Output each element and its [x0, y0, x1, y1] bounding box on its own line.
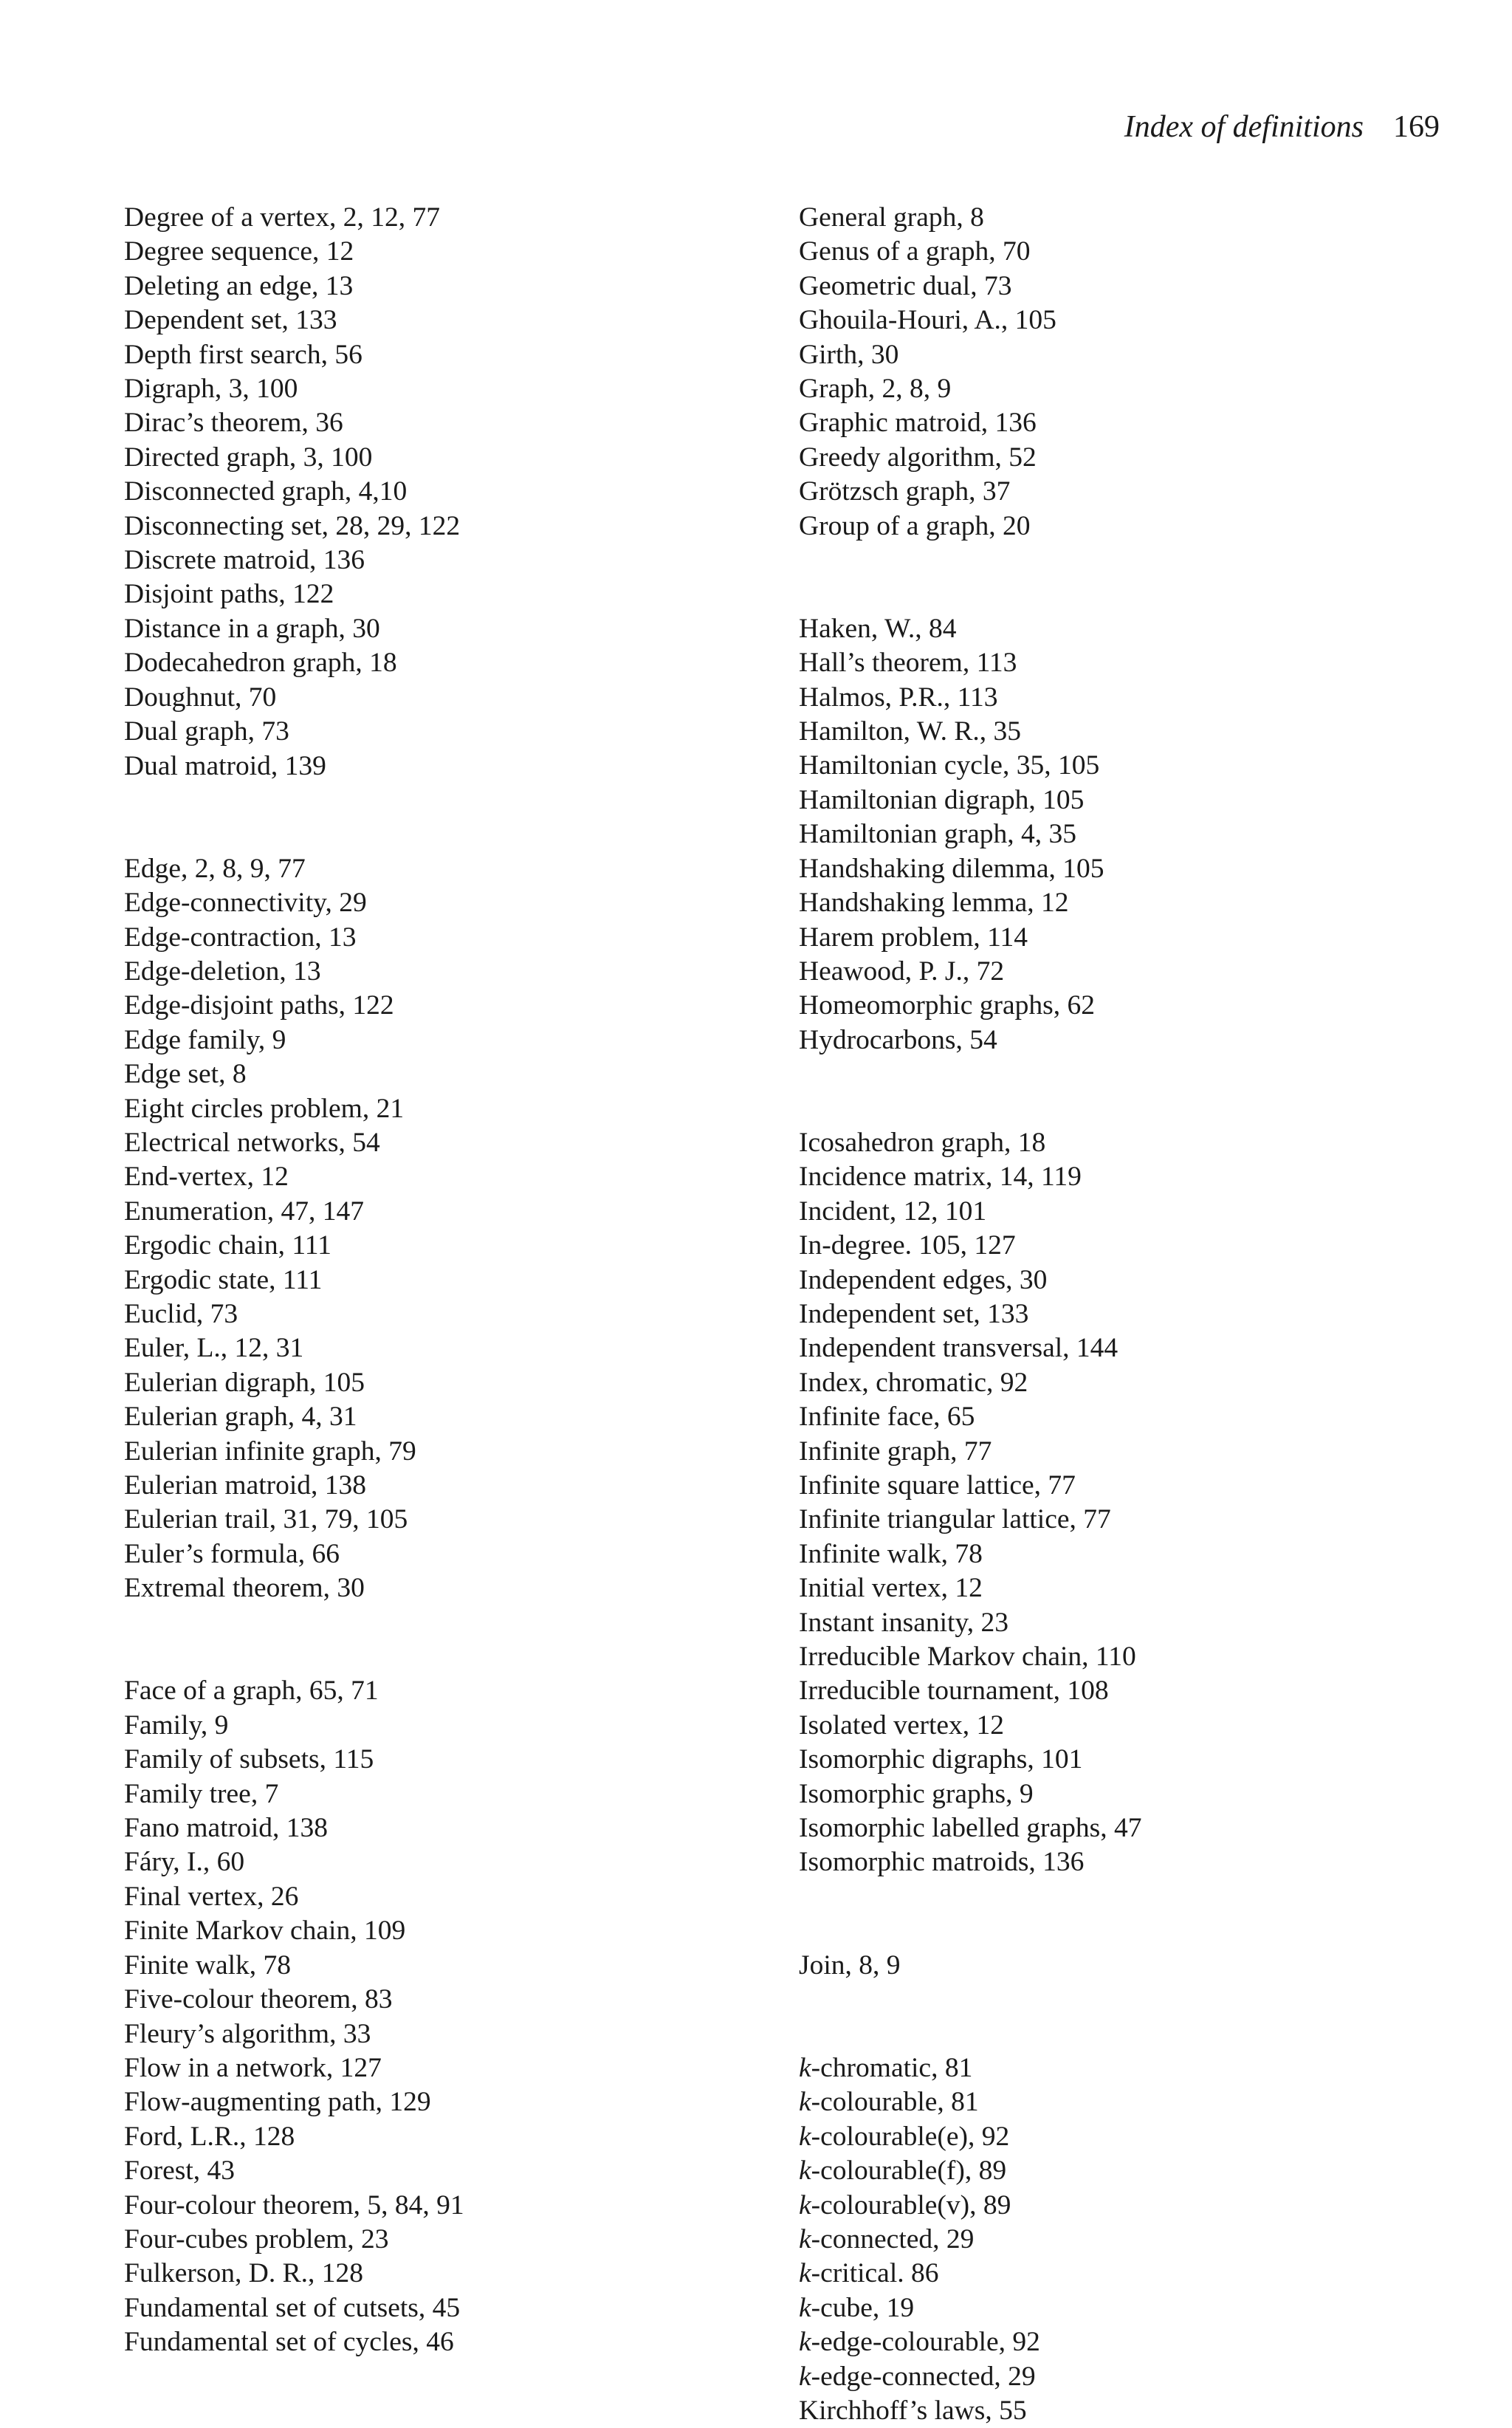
index-entry: Instant insanity, 23 [799, 1607, 1008, 1638]
entry-text: -chromatic, 81 [811, 2052, 973, 2083]
index-entry: Finite Markov chain, 109 [124, 1916, 406, 1947]
index-entry: End-vertex, 12 [124, 1162, 289, 1193]
index-entry: Electrical networks, 54 [124, 1127, 380, 1158]
index-entry: Fulkerson, D. R., 128 [124, 2258, 363, 2289]
running-header [1124, 109, 1440, 145]
index-entry: Fano matroid, 138 [124, 1813, 329, 1844]
italic-k: k [799, 2223, 811, 2254]
group-spacer [799, 543, 1434, 612]
entry-text: -colourable(f), 89 [811, 2156, 1007, 2187]
italic-k: k [799, 2052, 811, 2083]
index-entry: Disconnected graph, 4,10 [124, 476, 408, 507]
index-entry [799, 2189, 1434, 2223]
index-entry: Hamilton, W. R., 35 [799, 716, 1022, 747]
index-entry: Icosahedron graph, 18 [799, 1127, 1046, 1158]
index-entry: Eulerian digraph, 105 [124, 1367, 365, 1398]
index-entry: Finite walk, 78 [124, 1949, 292, 1981]
entry-text: Kirchhoff’s laws, 55 [799, 2395, 1027, 2426]
index-entry: Eulerian graph, 4, 31 [124, 1402, 357, 1433]
index-entry: Face of a graph, 65, 71 [124, 1676, 379, 1707]
group-spacer [124, 783, 759, 852]
index-entry: Edge, 2, 8, 9, 77 [124, 853, 306, 884]
index-entry: Halmos, P.R., 113 [799, 682, 998, 713]
index-entry: Isomorphic labelled graphs, 47 [799, 1813, 1142, 1844]
index-entry: Isomorphic matroids, 136 [799, 1847, 1085, 1878]
index-entry: Flow-augmenting path, 129 [124, 2087, 431, 2118]
index-entry: Join, 8, 9 [799, 1949, 901, 1981]
index-entry: Haken, W., 84 [799, 613, 957, 644]
index-entry: Four-cubes problem, 23 [124, 2223, 389, 2254]
entry-text: -colourable, 81 [811, 2087, 979, 2118]
index-entry: In-degree. 105, 127 [799, 1230, 1016, 1261]
index-entry: Irreducible Markov chain, 110 [799, 1642, 1136, 1673]
index-entry: Edge-connectivity, 29 [124, 888, 367, 919]
index-entry [799, 2360, 1434, 2394]
index-entry: Family, 9 [124, 1709, 229, 1741]
index-entry: Discrete matroid, 136 [124, 545, 365, 576]
index-entry: Dodecahedron graph, 18 [124, 648, 397, 679]
index-entry: Dual graph, 73 [124, 716, 289, 747]
index-entry: Geometric dual, 73 [799, 270, 1012, 301]
index-entry: Heawood, P. J., 72 [799, 956, 1005, 987]
italic-k: k [799, 2361, 811, 2392]
index-entry: Grötzsch graph, 37 [799, 476, 1011, 507]
index-entry: Edge-disjoint paths, 122 [124, 990, 394, 1021]
index-group-d [124, 201, 759, 783]
entry-text: -connected, 29 [811, 2223, 975, 2254]
index-group-h [799, 612, 1434, 1057]
index-entry: Five-colour theorem, 83 [124, 1984, 393, 2015]
index-entry: Homeomorphic graphs, 62 [799, 990, 1095, 1021]
index-column-left [124, 201, 759, 2360]
index-entry: Hydrocarbons, 54 [799, 1024, 997, 1055]
index-entry: Ghouila-Houri, A., 105 [799, 305, 1056, 336]
index-entry: Infinite square lattice, 77 [799, 1470, 1076, 1501]
index-entry [799, 2051, 1434, 2085]
index-entry: Dirac’s theorem, 36 [124, 408, 343, 439]
group-spacer [799, 1983, 1434, 2051]
index-entry: Infinite walk, 78 [799, 1538, 983, 1569]
index-entry: Independent set, 133 [799, 1298, 1029, 1329]
index-entry [799, 2291, 1434, 2325]
index-entry: Edge-deletion, 13 [124, 956, 321, 987]
entry-text: -cube, 19 [811, 2292, 915, 2323]
index-entry: Degree of a vertex, 2, 12, 77 [124, 202, 440, 233]
index-entry [799, 2223, 1434, 2257]
index-entry: Disconnecting set, 28, 29, 122 [124, 510, 461, 541]
group-spacer [799, 1880, 1434, 1949]
index-entry: Deleting an edge, 13 [124, 270, 354, 301]
index-entry: Enumeration, 47, 147 [124, 1196, 364, 1227]
entry-text: -edge-colourable, 92 [811, 2327, 1040, 2358]
index-entry: Euler, L., 12, 31 [124, 1333, 304, 1364]
index-entry: Fleury’s algorithm, 33 [124, 2018, 371, 2049]
index-entry: Final vertex, 26 [124, 1881, 299, 1912]
index-entry: Flow in a network, 127 [124, 2052, 382, 2083]
index-entry: Digraph, 3, 100 [124, 374, 298, 405]
index-entry: Infinite triangular lattice, 77 [799, 1504, 1111, 1535]
page-number: 169 [1393, 110, 1440, 144]
index-entry: Dual matroid, 139 [124, 750, 326, 781]
index-entry [799, 2154, 1434, 2188]
index-group-g [799, 201, 1434, 543]
index-entry: Euler’s formula, 66 [124, 1538, 340, 1569]
index-entry: Infinite graph, 77 [799, 1436, 992, 1467]
index-entry: Degree sequence, 12 [124, 236, 354, 267]
index-group-j [799, 1949, 1434, 1983]
index-entry: Incident, 12, 101 [799, 1196, 987, 1227]
index-entry: Genus of a graph, 70 [799, 236, 1031, 267]
index-entry [799, 2257, 1434, 2291]
index-entry: Graphic matroid, 136 [799, 408, 1037, 439]
italic-k: k [799, 2121, 811, 2152]
index-entry [799, 2394, 1434, 2428]
index-entry: Ergodic state, 111 [124, 1264, 323, 1295]
index-entry: Fundamental set of cutsets, 45 [124, 2292, 461, 2323]
index-entry: Depth first search, 56 [124, 339, 362, 370]
index-entry: Eulerian matroid, 138 [124, 1470, 367, 1501]
index-entry [799, 2085, 1434, 2119]
entry-text: -edge-connected, 29 [811, 2361, 1036, 2392]
index-entry: Ford, L.R., 128 [124, 2121, 295, 2152]
index-entry: Irreducible tournament, 108 [799, 1676, 1109, 1707]
index-entry: Edge family, 9 [124, 1024, 286, 1055]
index-entry: Harem problem, 114 [799, 922, 1028, 953]
italic-k: k [799, 2327, 811, 2358]
index-entry: Girth, 30 [799, 339, 899, 370]
index-entry: Incidence matrix, 14, 119 [799, 1162, 1082, 1193]
index-entry: Fáry, I., 60 [124, 1847, 245, 1878]
index-entry: Independent transversal, 144 [799, 1333, 1118, 1364]
entry-text: -colourable(v), 89 [811, 2189, 1011, 2220]
index-column-right [799, 201, 1434, 2428]
entry-text: -colourable(e), 92 [811, 2121, 1010, 2152]
index-entry: Edge-contraction, 13 [124, 922, 357, 953]
group-spacer [124, 1606, 759, 1675]
index-entry: Disjoint paths, 122 [124, 579, 334, 610]
index-entry: Extremal theorem, 30 [124, 1573, 365, 1604]
index-entry: Directed graph, 3, 100 [124, 442, 373, 473]
index-entry: Hamiltonian digraph, 105 [799, 784, 1085, 815]
index-group-f [124, 1674, 759, 2359]
index-entry: Fundamental set of cycles, 46 [124, 2327, 454, 2358]
index-entry: Greedy algorithm, 52 [799, 442, 1037, 473]
index-entry [799, 2120, 1434, 2154]
index-entry: Edge set, 8 [124, 1059, 247, 1090]
index-entry: Eulerian trail, 31, 79, 105 [124, 1504, 408, 1535]
italic-k: k [799, 2189, 811, 2220]
index-entry: Forest, 43 [124, 2156, 235, 2187]
index-group-k [799, 2051, 1434, 2428]
italic-k: k [799, 2156, 811, 2187]
index-entry: Isomorphic digraphs, 101 [799, 1744, 1083, 1775]
italic-k: k [799, 2292, 811, 2323]
index-entry: Family of subsets, 115 [124, 1744, 374, 1775]
index-entry: Handshaking lemma, 12 [799, 888, 1069, 919]
index-entry: Doughnut, 70 [124, 682, 277, 713]
index-entry: Family tree, 7 [124, 1778, 279, 1809]
index-entry: Handshaking dilemma, 105 [799, 853, 1104, 884]
italic-k: k [799, 2087, 811, 2118]
index-entry: Ergodic chain, 111 [124, 1230, 331, 1261]
index-entry: Dependent set, 133 [124, 305, 337, 336]
index-entry: Isolated vertex, 12 [799, 1709, 1005, 1741]
index-entry: Hamiltonian cycle, 35, 105 [799, 750, 1100, 781]
header-title: Index of definitions [1124, 110, 1364, 144]
index-entry: Group of a graph, 20 [799, 510, 1031, 541]
index-entry: Distance in a graph, 30 [124, 613, 380, 644]
index-entry: Initial vertex, 12 [799, 1573, 983, 1604]
index-entry: Infinite face, 65 [799, 1402, 975, 1433]
index-entry: Graph, 2, 8, 9 [799, 374, 952, 405]
index-entry: Isomorphic graphs, 9 [799, 1778, 1034, 1809]
index-entry: Eight circles problem, 21 [124, 1093, 405, 1124]
index-entry: Eulerian infinite graph, 79 [124, 1436, 416, 1467]
entry-text: -critical. 86 [811, 2258, 939, 2289]
index-entry: Hamiltonian graph, 4, 35 [799, 819, 1076, 850]
italic-k: k [799, 2258, 811, 2289]
index-group-i [799, 1126, 1434, 1880]
index-entry: Hall’s theorem, 113 [799, 648, 1017, 679]
index-group-e [124, 852, 759, 1606]
index-entry: Euclid, 73 [124, 1298, 238, 1329]
index-entry: Index, chromatic, 92 [799, 1367, 1028, 1398]
index-entry: General graph, 8 [799, 202, 984, 233]
index-entry: Four-colour theorem, 5, 84, 91 [124, 2189, 464, 2220]
index-entry [799, 2325, 1434, 2359]
index-entry: Independent edges, 30 [799, 1264, 1048, 1295]
group-spacer [799, 1057, 1434, 1126]
